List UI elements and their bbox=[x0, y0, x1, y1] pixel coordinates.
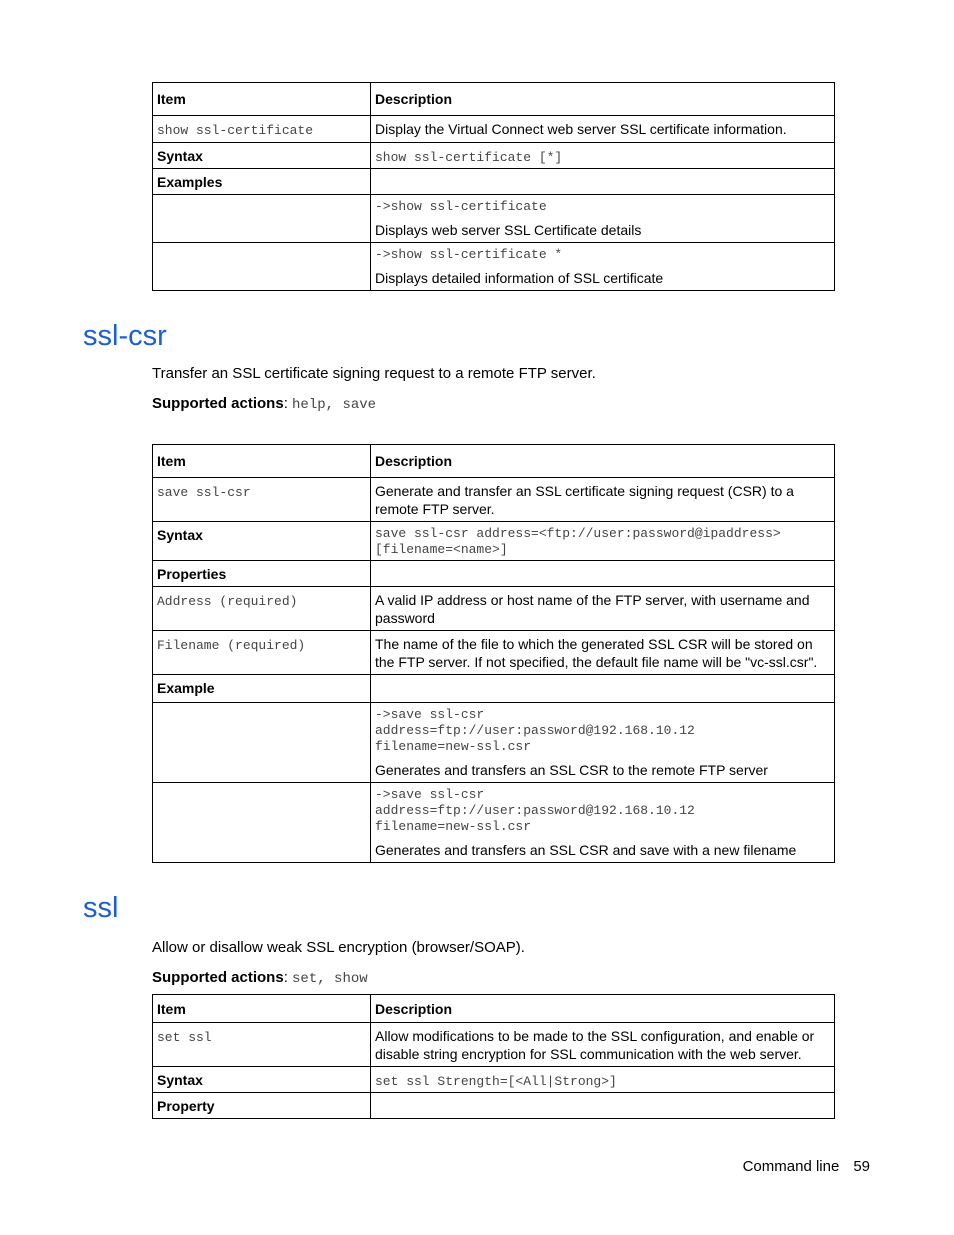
table-row bbox=[153, 116, 835, 143]
command-description: Generate and transfer an SSL certificate signing request (CSR) to a remote FTP server. bbox=[371, 478, 835, 522]
table-row bbox=[153, 587, 835, 631]
examples-label: Examples bbox=[153, 169, 371, 195]
supported-actions-label: Supported actions bbox=[152, 969, 284, 986]
table-row bbox=[153, 1093, 835, 1119]
ssl-csr-table bbox=[152, 444, 835, 863]
example-label: Example bbox=[153, 675, 371, 703]
property-description: A valid IP address or host name of the FTP server, with username and password bbox=[371, 587, 835, 631]
syntax-label: Syntax bbox=[153, 1067, 371, 1093]
property-label: Property bbox=[153, 1093, 371, 1119]
header-item: Item bbox=[153, 83, 371, 116]
table-header-row bbox=[153, 83, 835, 116]
section-title-ssl-csr: ssl-csr bbox=[83, 320, 167, 352]
table-row bbox=[153, 675, 835, 703]
syntax-value: set ssl Strength=[<All|Strong>] bbox=[375, 1074, 617, 1089]
supported-actions-label: Supported actions bbox=[152, 395, 284, 412]
supported-actions-values: help, save bbox=[292, 397, 377, 413]
example-command: ->save ssl-csr address=ftp://user:password@192.168.10.12 filename=new-ssl.csr bbox=[375, 707, 695, 754]
table-row bbox=[153, 143, 835, 169]
example-description: Generates and transfers an SSL CSR to the remote FTP server bbox=[375, 762, 768, 778]
table-row bbox=[153, 1067, 835, 1093]
example-command: ->show ssl-certificate * bbox=[375, 247, 563, 262]
ssl-table bbox=[152, 994, 835, 1119]
header-item: Item bbox=[153, 445, 371, 478]
table-row bbox=[153, 631, 835, 675]
page-number: 59 bbox=[853, 1158, 870, 1175]
table-row bbox=[153, 783, 835, 863]
property-name: Address (required) bbox=[157, 594, 298, 609]
command-name: save ssl-csr bbox=[157, 485, 251, 500]
table-row bbox=[153, 243, 835, 291]
command-name: set ssl bbox=[157, 1030, 212, 1045]
example-description: Generates and transfers an SSL CSR and save with a new filename bbox=[375, 842, 797, 858]
ssl-certificate-table bbox=[152, 82, 835, 291]
command-name: show ssl-certificate bbox=[157, 123, 314, 138]
table-row bbox=[153, 169, 835, 195]
syntax-value: show ssl-certificate [*] bbox=[375, 150, 563, 165]
section-intro: Allow or disallow weak SSL encryption (browser/SOAP). bbox=[152, 939, 525, 956]
syntax-label: Syntax bbox=[153, 143, 371, 169]
supported-actions: Supported actions: set, show bbox=[152, 969, 368, 987]
table-header-row bbox=[153, 995, 835, 1023]
example-command: ->save ssl-csr address=ftp://user:password@192.168.10.12 filename=new-ssl.csr bbox=[375, 787, 695, 834]
header-description: Description bbox=[371, 995, 835, 1023]
table-row bbox=[153, 195, 835, 243]
property-description: The name of the file to which the generated SSL CSR will be stored on the FTP server. If not specified, the default file name will be "vc-ssl.csr". bbox=[371, 631, 835, 675]
property-name: Filename (required) bbox=[157, 638, 306, 653]
section-title-ssl: ssl bbox=[83, 892, 119, 924]
section-intro: Transfer an SSL certificate signing request to a remote FTP server. bbox=[152, 365, 596, 382]
table-row bbox=[153, 1023, 835, 1067]
command-description: Allow modifications to be made to the SSL configuration, and enable or disable string encryption for SSL communication with the web server. bbox=[371, 1023, 835, 1067]
syntax-value: save ssl-csr address=<ftp://user:password@ipaddress> [filename=<name>] bbox=[375, 526, 781, 557]
example-description: Displays web server SSL Certificate details bbox=[375, 222, 642, 238]
example-command: ->show ssl-certificate bbox=[375, 199, 547, 214]
supported-actions: Supported actions: help, save bbox=[152, 395, 377, 413]
table-row bbox=[153, 478, 835, 522]
table-row bbox=[153, 522, 835, 561]
table-row bbox=[153, 703, 835, 783]
supported-actions-values: set, show bbox=[292, 971, 368, 987]
command-description: Display the Virtual Connect web server SSL certificate information. bbox=[371, 116, 835, 143]
header-description: Description bbox=[371, 445, 835, 478]
footer-section-name: Command line bbox=[742, 1158, 840, 1175]
example-description: Displays detailed information of SSL certificate bbox=[375, 270, 664, 286]
header-item: Item bbox=[153, 995, 371, 1023]
table-row bbox=[153, 561, 835, 587]
properties-label: Properties bbox=[153, 561, 371, 587]
syntax-label: Syntax bbox=[153, 522, 371, 561]
header-description: Description bbox=[371, 83, 835, 116]
table-header-row bbox=[153, 445, 835, 478]
page-footer bbox=[743, 1158, 870, 1175]
